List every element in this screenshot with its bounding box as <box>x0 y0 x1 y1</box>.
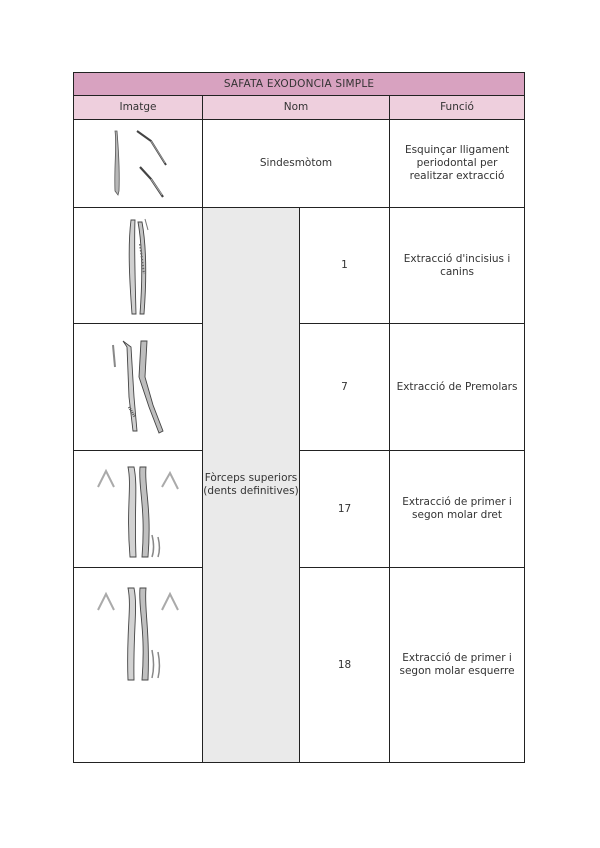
image-cell <box>74 120 203 208</box>
row-function: Extracció de primer i segon molar dret <box>390 451 525 568</box>
row-name: Sindesmòtom <box>203 120 390 208</box>
table-row <box>74 208 525 324</box>
row-function: Esquinçar lligament periodontal per realitzar extracció <box>390 120 525 208</box>
forceps-name: Fòrceps superiors (dents definitives) <box>203 208 300 763</box>
table-header-row <box>74 96 525 120</box>
forceps-17-icon <box>88 457 188 561</box>
header-image: Imatge <box>74 96 203 120</box>
instrument-table <box>73 72 525 763</box>
forceps-number: 17 <box>300 451 390 568</box>
forceps-number: 1 <box>300 208 390 324</box>
row-function: Extracció d'incisius i canins <box>390 208 525 324</box>
image-cell <box>74 208 203 324</box>
forceps-7-icon <box>93 337 183 437</box>
header-function: Funció <box>390 96 525 120</box>
image-cell <box>74 568 203 763</box>
forceps-1-icon <box>98 214 178 318</box>
image-cell <box>74 451 203 568</box>
table-title: SAFATA EXODONCIA SIMPLE <box>74 73 525 96</box>
forceps-number: 7 <box>300 324 390 451</box>
row-function: Extracció de Premolars <box>390 324 525 451</box>
header-name: Nom <box>203 96 390 120</box>
table-row <box>74 568 525 763</box>
forceps-18-icon <box>88 580 188 684</box>
table-row <box>74 324 525 451</box>
forceps-number: 18 <box>300 568 390 763</box>
row-function: Extracció de primer i segon molar esquerre <box>390 568 525 763</box>
table-row <box>74 451 525 568</box>
syndesmotome-icon <box>93 125 183 203</box>
table-title-row <box>74 73 525 96</box>
image-cell <box>74 324 203 451</box>
table-row <box>74 120 525 208</box>
